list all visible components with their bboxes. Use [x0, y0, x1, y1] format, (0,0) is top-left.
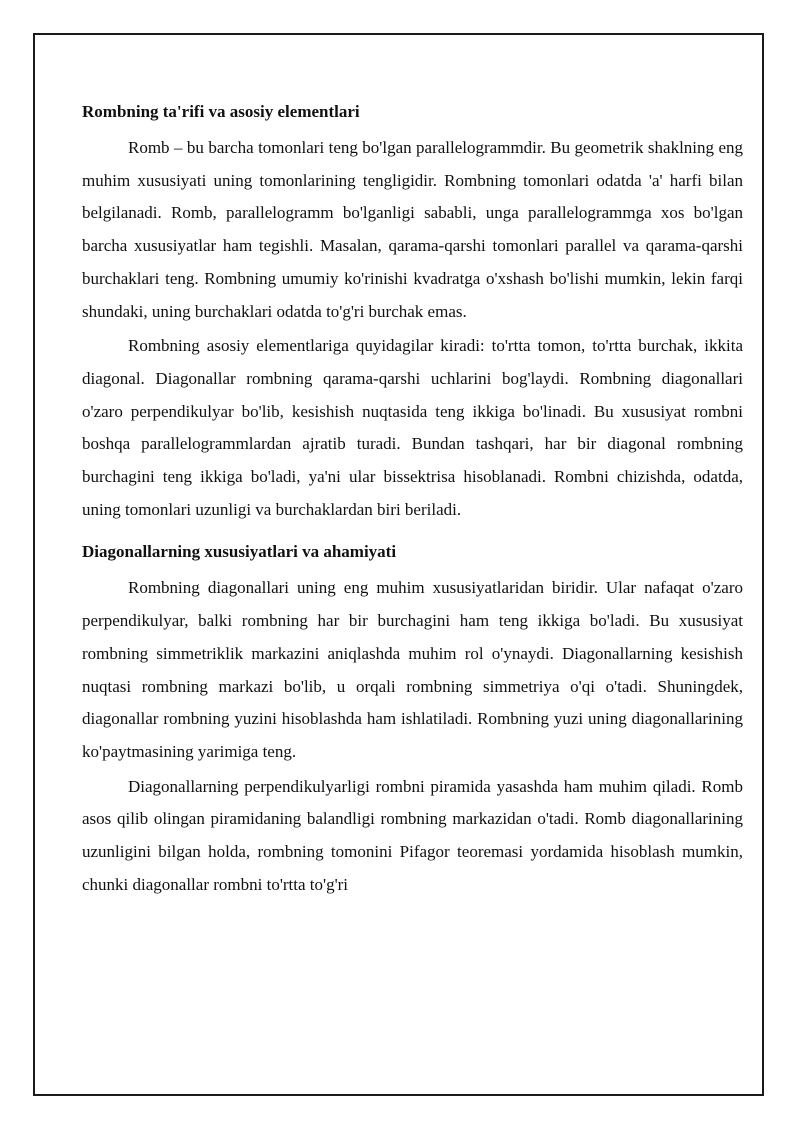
section-heading: Diagonallarning xususiyatlari va ahamiyati	[82, 542, 397, 562]
paragraph: Diagonallarning perpendikulyarligi rombni piramida yasashda ham muhim qiladi. Romb asos qilib olingan piramidaning balandligi rombning markazidan o'tadi. Romb diagonallarining uzunligini bilgan holda, rombning tomonini Pifagor teoremasi yordamida hisoblash mumkin, chunki diagonallar rombni to'rtta to'g'ri	[82, 776, 743, 894]
paragraph: Rombning asosiy elementlariga quyidagilar kiradi: to'rtta tomon, to'rtta burchak, ikkita diagonal. Diagonallar rombning qarama-qarshi uchlarini bog'laydi. Rombning diagonallari o'zaro perpendikulyar bo'lib, kesishish nuqtasida teng ikkiga bo'linadi. Bu xususiyat rombni boshqa parallelogrammlardan ajratib turadi. Bundan tashqari, har bir diagonal rombning burchagini teng ikkiga bo'ladi, ya'ni ular bissektrisa hisoblanadi. Rombni chizishda, odatda, uning tomonlari uzunligi va burchaklardan biri beriladi.	[82, 336, 743, 519]
document-body	[82, 96, 743, 903]
paragraph: Romb – bu barcha tomonlari teng bo'lgan parallelogrammdir. Bu geometrik shaklning eng muhim xususiyati uning tomonlarining tengligidir. Rombning tomonlari odatda 'a' harfi bilan belgilanadi. Romb, parallelogramm bo'lganligi sababli, unga parallelogrammga xos bo'lgan barcha xususiyatlar ham tegishli. Masalan, qarama-qarshi tomonlari parallel va qarama-qarshi burchaklari teng. Rombning umumiy ko'rinishi kvadratga o'xshash bo'lishi mumkin, lekin farqi shundaki, uning burchaklari odatda to'g'ri burchak emas.	[82, 138, 743, 321]
section-heading: Rombning ta'rifi va asosiy elementlari	[82, 102, 360, 121]
paragraph: Rombning diagonallari uning eng muhim xususiyatlaridan biridir. Ular nafaqat o'zaro perpendikulyar, balki rombning har bir burchagini ham teng ikkiga bo'ladi. Bu xususiyat rombning simmetriklik markazini aniqlashda muhim rol o'ynaydi. Diagonallarning kesishish nuqtasi rombning markazi bo'lib, u orqali rombning simmetriya o'qi o'tadi. Shuningdek, diagonallar rombning yuzini hisoblashda ham ishlatiladi. Rombning yuzi uning diagonallarining ko'paytmasining yarimiga teng.	[82, 578, 743, 761]
